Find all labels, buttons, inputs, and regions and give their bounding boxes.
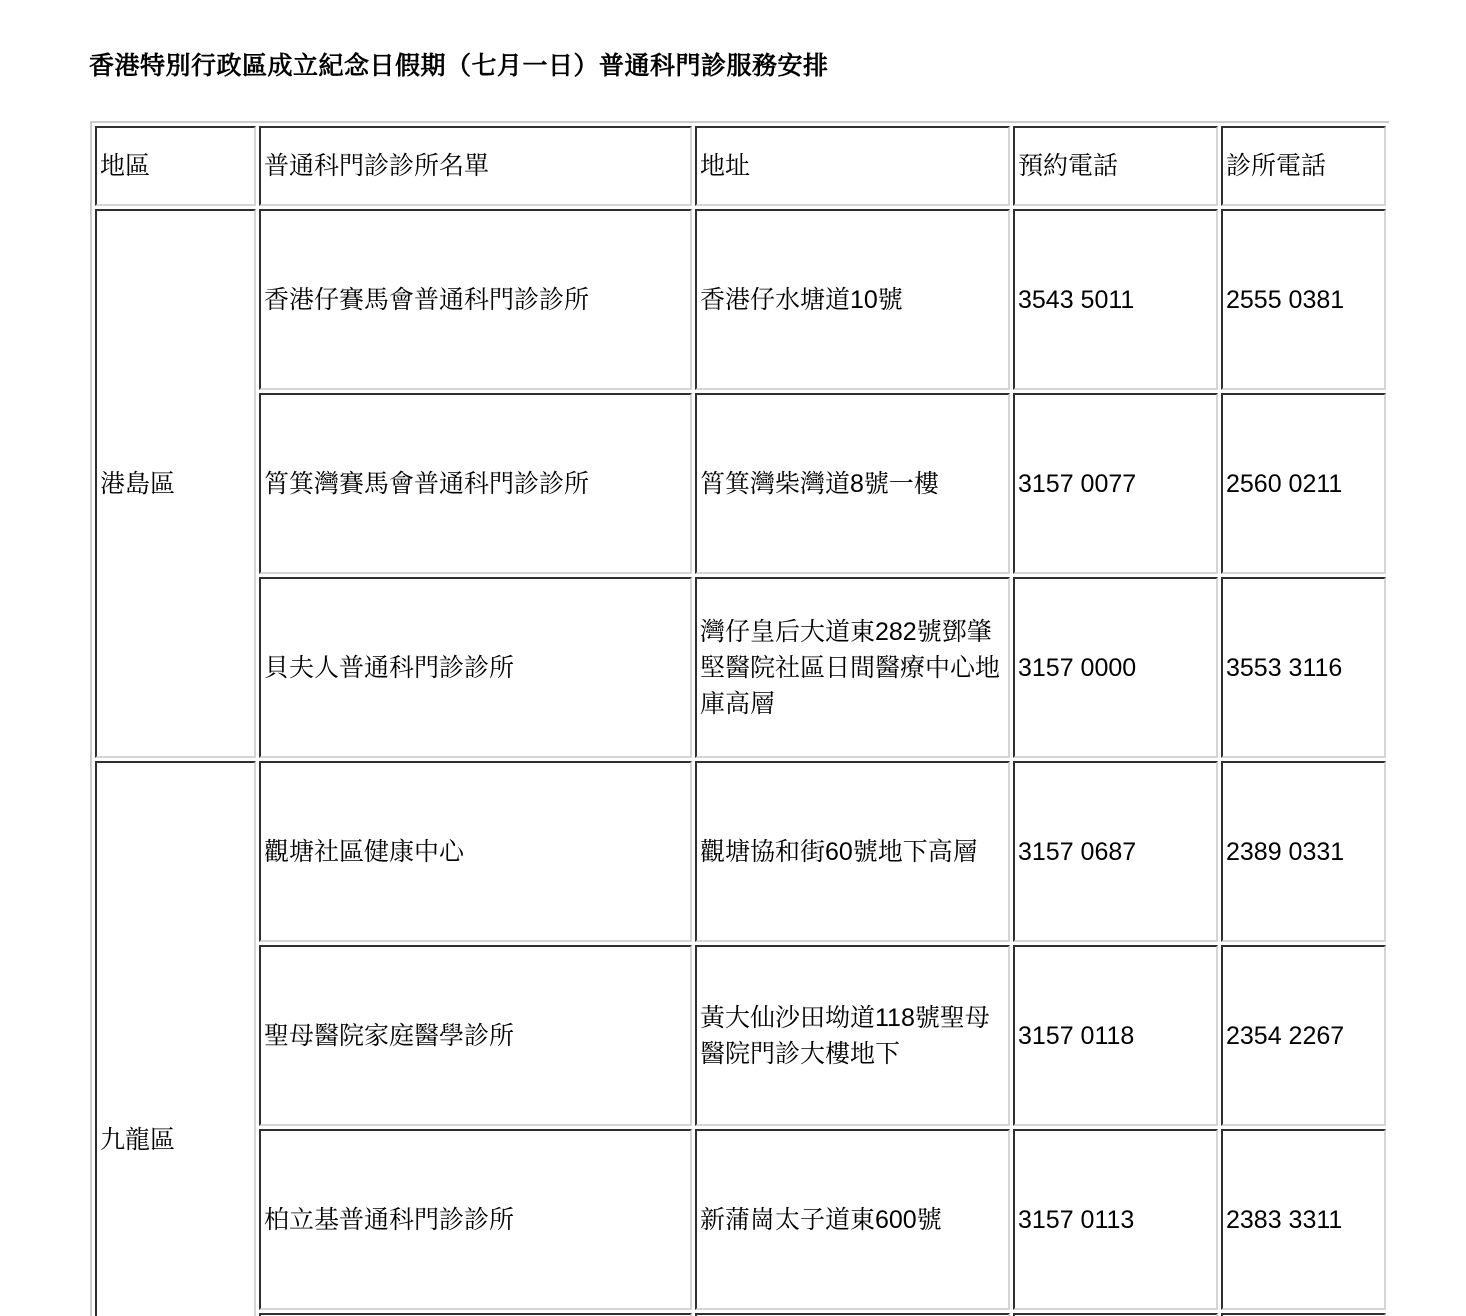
district-cell-hong-kong-island: 港島區 <box>95 209 256 758</box>
booking-phone-cell: 3543 5011 <box>1013 209 1218 390</box>
clinic-phone-cell: 2383 3311 <box>1221 1129 1386 1310</box>
booking-phone-cell: 3157 0687 <box>1013 761 1218 942</box>
clinic-phone-cell: 2560 0211 <box>1221 393 1386 574</box>
clinic-phone-cell: 2389 0331 <box>1221 761 1386 942</box>
clinic-name-cell: 聖母醫院家庭醫學診所 <box>259 945 692 1126</box>
clinic-address-cell: 黃大仙沙田坳道118號聖母醫院門診大樓地下 <box>695 945 1010 1126</box>
district-cell-kowloon: 九龍區 <box>95 761 256 1316</box>
clinic-address-cell: 香港仔水塘道10號 <box>695 209 1010 390</box>
gopc-service-table <box>90 121 1389 1316</box>
clinic-phone-cell: 2555 0381 <box>1221 209 1386 390</box>
clinic-name-cell: 筲箕灣賽馬會普通科門診診所 <box>259 393 692 574</box>
clinic-address-cell: 觀塘協和街60號地下高層 <box>695 761 1010 942</box>
clinic-address-cell: 筲箕灣柴灣道8號一樓 <box>695 393 1010 574</box>
booking-phone-cell: 3157 0113 <box>1013 1129 1218 1310</box>
column-header-clinic-list: 普通科門診診所名單 <box>259 126 692 206</box>
clinic-address-cell: 灣仔皇后大道東282號鄧肇堅醫院社區日間醫療中心地庫高層 <box>695 577 1010 758</box>
table-row-robert-black <box>95 1129 1386 1310</box>
table-row-aberdeen <box>95 209 1386 390</box>
clinic-name-cell: 柏立基普通科門診診所 <box>259 1129 692 1310</box>
table-row-our-lady <box>95 945 1386 1126</box>
clinic-name-cell: 香港仔賽馬會普通科門診診所 <box>259 209 692 390</box>
clinic-phone-cell: 3553 3116 <box>1221 577 1386 758</box>
clinic-name-cell: 觀塘社區健康中心 <box>259 761 692 942</box>
table-row-shau-kei-wan <box>95 393 1386 574</box>
booking-phone-cell: 3157 0077 <box>1013 393 1218 574</box>
column-header-district: 地區 <box>95 126 256 206</box>
column-header-clinic-phone: 診所電話 <box>1221 126 1386 206</box>
table-row-lady-trench <box>95 577 1386 758</box>
booking-phone-cell: 3157 0000 <box>1013 577 1218 758</box>
clinic-address-cell: 新蒲崗太子道東600號 <box>695 1129 1010 1310</box>
table-header-row <box>95 126 1386 206</box>
column-header-booking-phone: 預約電話 <box>1013 126 1218 206</box>
page-title: 香港特別行政區成立紀念日假期（七月一日）普通科門診服務安排 <box>89 52 829 80</box>
clinic-phone-cell: 2354 2267 <box>1221 945 1386 1126</box>
table-row-kwun-tong <box>95 761 1386 942</box>
column-header-address: 地址 <box>695 126 1010 206</box>
clinic-name-cell: 貝夫人普通科門診診所 <box>259 577 692 758</box>
booking-phone-cell: 3157 0118 <box>1013 945 1218 1126</box>
